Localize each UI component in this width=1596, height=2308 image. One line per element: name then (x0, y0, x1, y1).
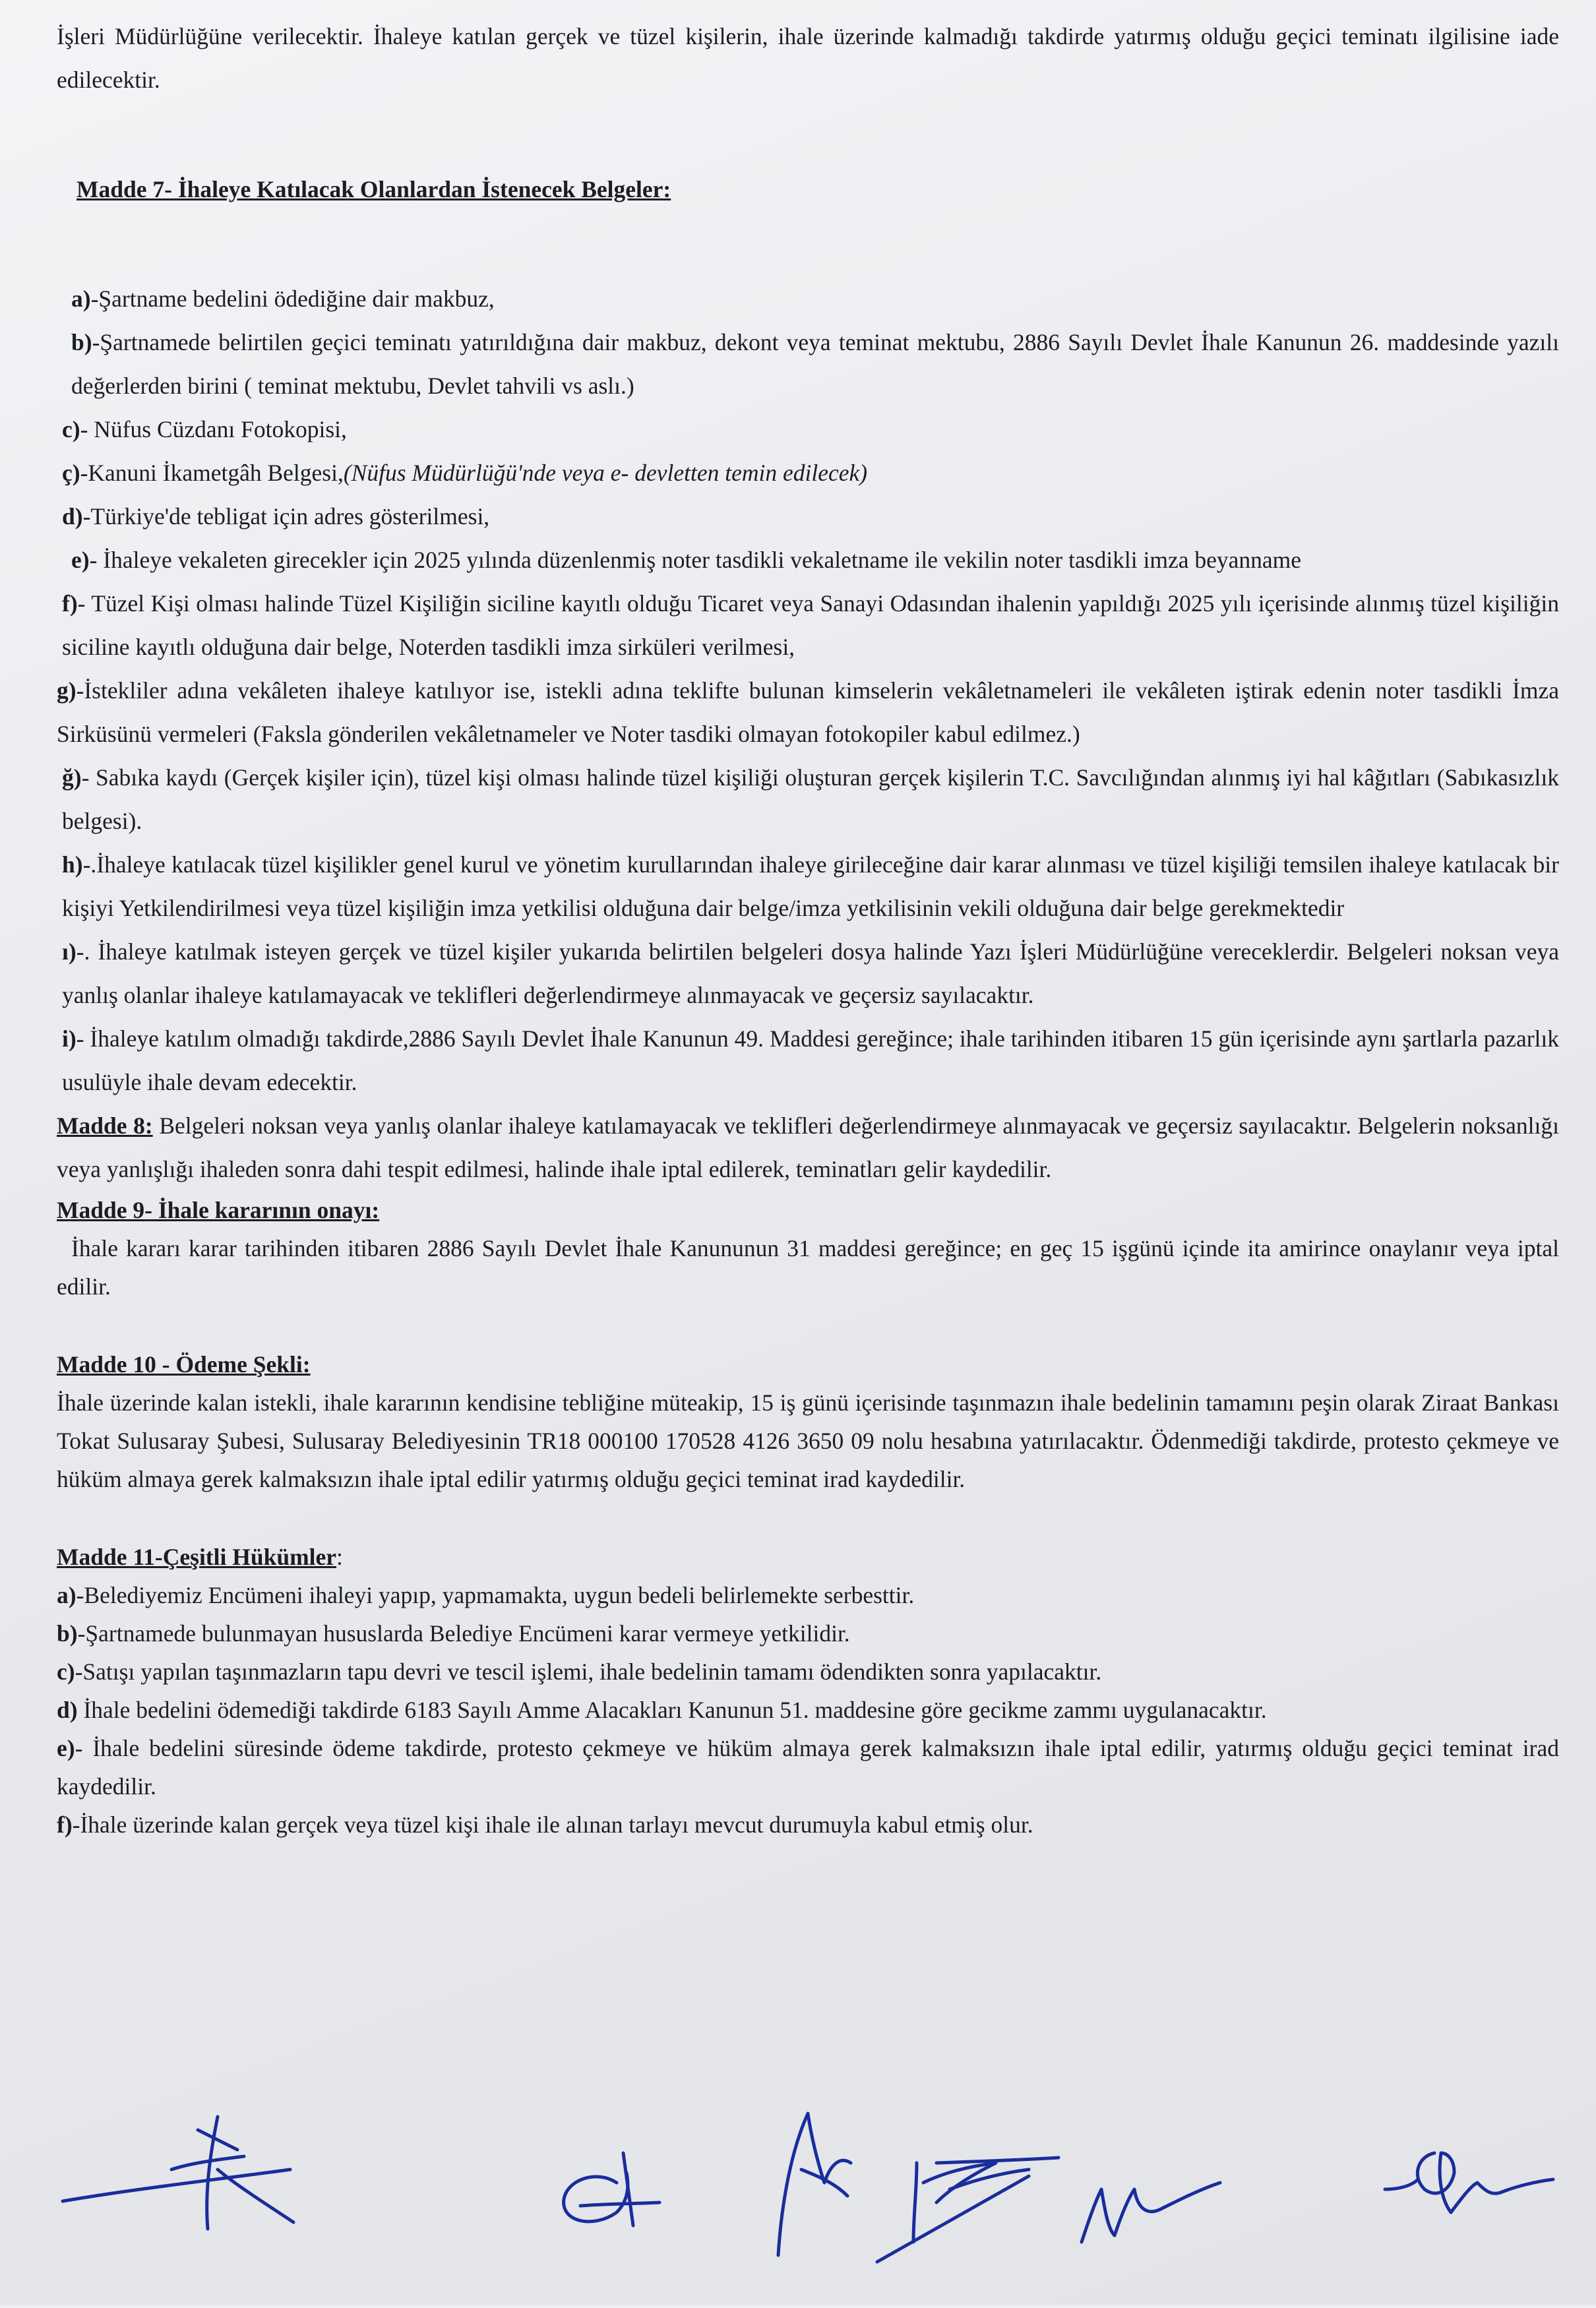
madde-11-list (57, 1576, 1559, 1844)
list-item: i)- İhaleye katılım olmadığı takdirde,2886 Sayılı Devlet İhale Kanunun 49. Maddesi gereğince; ihale tarihinden itibaren 15 gün içerisinde aynı şartlarla pazarlık usulüyle ihale devam edecektir. (62, 1025, 1559, 1095)
madde-9-heading: Madde 9- İhale kararının onayı: (57, 1197, 380, 1223)
list-item: ğ)- Sabıka kaydı (Gerçek kişiler için), tüzel kişi olması halinde tüzel kişiliği oluşturan gerçek kişilerin T.C. Savcılığından alınmış iyi hal kâğıtları (Sabıkasızlık belgesi). (62, 764, 1559, 834)
list-item: ı)-. İhaleye katılmak isteyen gerçek ve tüzel kişiler yukarıda belirtilen belgeleri dosya halinde Yazı İşleri Müdürlüğüne vereceklerdir. Belgeleri noksan veya yanlış olanlar ihaleye katılamayacak ve teklifleri değerlendirmeye alınmayacak ve geçersiz sayılacaktır. (62, 938, 1559, 1008)
list-item: a)-Şartname bedelini ödediğine dair makbuz, (71, 286, 495, 312)
list-item: a)-Belediyemiz Encümeni ihaleyi yapıp, yapmamakta, uygun bedeli belirlemekte serbesttir. (57, 1582, 915, 1608)
signature-6 (1385, 2153, 1553, 2212)
signature-1 (63, 2117, 293, 2229)
list-item: b)-Şartnamede bulunmayan hususlarda Belediye Encümeni karar vermeye yetkilidir. (57, 1620, 850, 1647)
list-item: e)- İhale bedelini süresinde ödeme takdirde, protesto çekmeye ve hüküm almaya gerek kalmaksızın ihale iptal edilir, yatırmış olduğu geçici teminat irad kaydedilir. (57, 1735, 1559, 1800)
signature-2 (564, 2153, 660, 2226)
document-body (57, 15, 1559, 1844)
list-item: ç)-Kanuni İkametgâh Belgesi,(Nüfus Müdürlüğü'nde veya e- devletten temin edilecek) (62, 460, 868, 486)
list-item: h)-.İhaleye katılacak tüzel kişilikler genel kurul ve yönetim kurullarından ihaleye girileceğine dair karar alınması ve tüzel kişiliği temsilen ihaleye katılacak bir kişiyi Yetkilendirilmesi veya tüzel kişiliğin imza yetkilisi olduğuna dair belge/imza yetkilisinin vekili olduğuna dair belge gerekmektedir (62, 851, 1559, 921)
intro-paragraph: İşleri Müdürlüğüne verilecektir. İhaleye katılan gerçek ve tüzel kişilerin, ihale üzerinde kalmadığı takdirde yatırmış olduğu geçici teminatı ilgilisine iade edilecektir. (57, 23, 1559, 93)
list-item: d) İhale bedelini ödemediği takdirde 6183 Sayılı Amme Alacakları Kanunun 51. maddesine göre gecikme zammı uygulanacaktır. (57, 1697, 1267, 1723)
list-item: f)-İhale üzerinde kalan gerçek veya tüzel kişi ihale ile alınan tarlayı mevcut durumuyla kabul etmiş olur. (57, 1811, 1033, 1838)
signature-area (0, 2090, 1596, 2305)
madde-8-paragraph: Madde 8: Belgeleri noksan veya yanlış olanlar ihaleye katılamayacak ve teklifleri değerlendirmeye alınmayacak ve geçersiz sayılacaktır. Belgelerin noksanlığı veya yanlışlığı ihaleden sonra dahi tespit edilmesi, halinde ihale iptal edilerek, teminatları gelir kaydedilir. (57, 1112, 1559, 1182)
madde-11-heading: Madde 11-Çeşitli Hükümler: (57, 1544, 343, 1570)
signature-3 (778, 2113, 851, 2255)
signature-4 (877, 2158, 1059, 2262)
list-item: e)- İhaleye vekaleten girecekler için 2025 yılında düzenlenmiş noter tasdikli vekaletname ile vekilin noter tasdikli imza beyanname (71, 547, 1302, 573)
madde-7-list (57, 277, 1559, 1104)
list-item: d)-Türkiye'de tebligat için adres gösterilmesi, (62, 503, 490, 530)
madde-9-paragraph: İhale kararı karar tarihinden itibaren 2886 Sayılı Devlet İhale Kanununun 31 maddesi gereğince; en geç 15 işgünü içinde ita amirince onaylanır veya iptal edilir. (57, 1235, 1559, 1300)
list-item: c)-Satışı yapılan taşınmazların tapu devri ve tescil işlemi, ihale bedelinin tamamı ödendikten sonra yapılacaktır. (57, 1658, 1102, 1685)
list-item: c)- Nüfus Cüzdanı Fotokopisi, (62, 416, 347, 442)
signature-5 (1082, 2183, 1220, 2242)
list-item: f)- Tüzel Kişi olması halinde Tüzel Kişiliğin siciline kayıtlı olduğu Ticaret veya Sanayi Odasından ihalenin yapıldığı 2025 yılı içerisinde alınmış tüzel kişiliğin siciline kayıtlı olduğuna dair belge, Noterden tasdikli imza sirküleri verilmesi, (62, 590, 1559, 660)
list-item: b)-Şartnamede belirtilen geçici teminatı yatırıldığına dair makbuz, dekont veya teminat mektubu, 2886 Sayılı Devlet İhale Kanunun 26. maddesinde yazılı değerlerden birini ( teminat mektubu, Devlet tahvili vs aslı.) (71, 329, 1559, 399)
signatures-svg (0, 2090, 1596, 2305)
madde-7-heading: Madde 7- İhaleye Katılacak Olanlardan İstenecek Belgeler: (77, 176, 671, 202)
madde-10-paragraph: İhale üzerinde kalan istekli, ihale kararının kendisine tebliğine müteakip, 15 iş günü içerisinde taşınmazın ihale bedelinin tamamını peşin olarak Ziraat Bankası Tokat Sulusaray Şubesi, Sulusaray Belediyesinin TR18 000100 170528 4126 3650 09 nolu hesabına yatırılacaktır. Ödenmediği takdirde, protesto çekmeye ve hüküm almaya gerek kalmaksızın ihale iptal edilir yatırmış olduğu geçici teminat irad kaydedilir. (57, 1389, 1559, 1492)
list-item: g)-İstekliler adına vekâleten ihaleye katılıyor ise, istekli adına teklifte bulunan kimselerin vekâletnameleri ile vekâleten iştirak edenin noter tasdikli İmza Sirküsünü vermeleri (Faksla gönderilen vekâletnameler ve Noter tasdiki olmayan fotokopiler kabul edilmez.) (57, 677, 1559, 747)
madde-10-heading: Madde 10 - Ödeme Şekli: (57, 1351, 311, 1378)
